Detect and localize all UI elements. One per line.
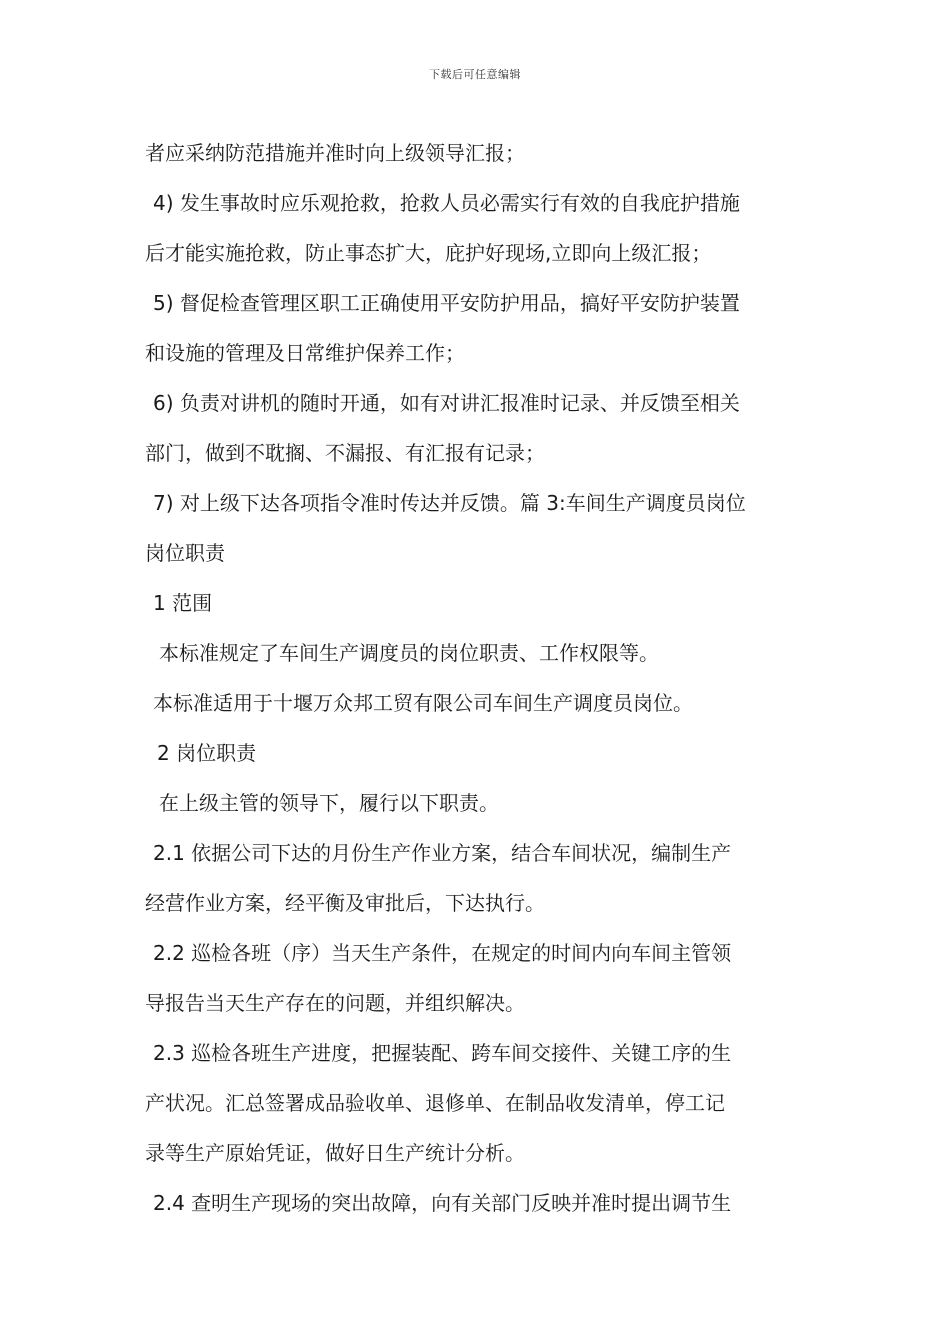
text-line: 2.1 依据公司下达的月份生产作业方案，结合车间状况，编制生产	[153, 841, 732, 865]
document-body	[145, 128, 810, 1228]
text-line: 2.4 查明生产现场的突出故障，向有关部门反映并准时提出调节生	[153, 1191, 732, 1215]
text-line: 产状况。汇总签署成品验收单、退修单、在制品收发清单，停工记	[145, 1091, 725, 1115]
text-line: 6) 负责对讲机的随时开通，如有对讲汇报准时记录、并反馈至相关	[153, 391, 740, 415]
text-line: 者应采纳防范措施并准时向上级领导汇报；	[145, 141, 525, 165]
text-line: 岗位职责	[145, 541, 225, 565]
text-line: 经营作业方案，经平衡及审批后，下达执行。	[145, 891, 545, 915]
text-line: 部门，做到不耽搁、不漏报、有汇报有记录；	[145, 441, 545, 465]
text-line: 4) 发生事故时应乐观抢救，抢救人员必需实行有效的自我庇护措施	[153, 191, 740, 215]
text-line: 5) 督促检查管理区职工正确使用平安防护用品，搞好平安防护装置	[153, 291, 740, 315]
section-heading: 2 岗位职责	[157, 741, 257, 765]
page-header: 下载后可任意编辑	[429, 68, 521, 81]
text-line: 导报告当天生产存在的问题，并组织解决。	[145, 991, 525, 1015]
text-line: 本标准规定了车间生产调度员的岗位职责、工作权限等。	[159, 641, 659, 665]
text-line: 2.2 巡检各班（序）当天生产条件，在规定的时间内向车间主管领	[153, 941, 732, 965]
text-line: 后才能实施抢救，防止事态扩大，庇护好现场,立即向上级汇报；	[145, 241, 712, 265]
text-line: 7) 对上级下达各项指令准时传达并反馈。篇 3:车间生产调度员岗位	[153, 491, 746, 515]
text-line: 本标准适用于十堰万众邦工贸有限公司车间生产调度员岗位。	[153, 691, 693, 715]
text-line: 在上级主管的领导下，履行以下职责。	[159, 791, 499, 815]
section-heading: 1 范围	[153, 591, 213, 615]
text-line: 2.3 巡检各班生产进度，把握装配、跨车间交接件、关键工序的生	[153, 1041, 732, 1065]
text-line: 录等生产原始凭证，做好日生产统计分析。	[145, 1141, 525, 1165]
text-line: 和设施的管理及日常维护保养工作；	[145, 341, 465, 365]
